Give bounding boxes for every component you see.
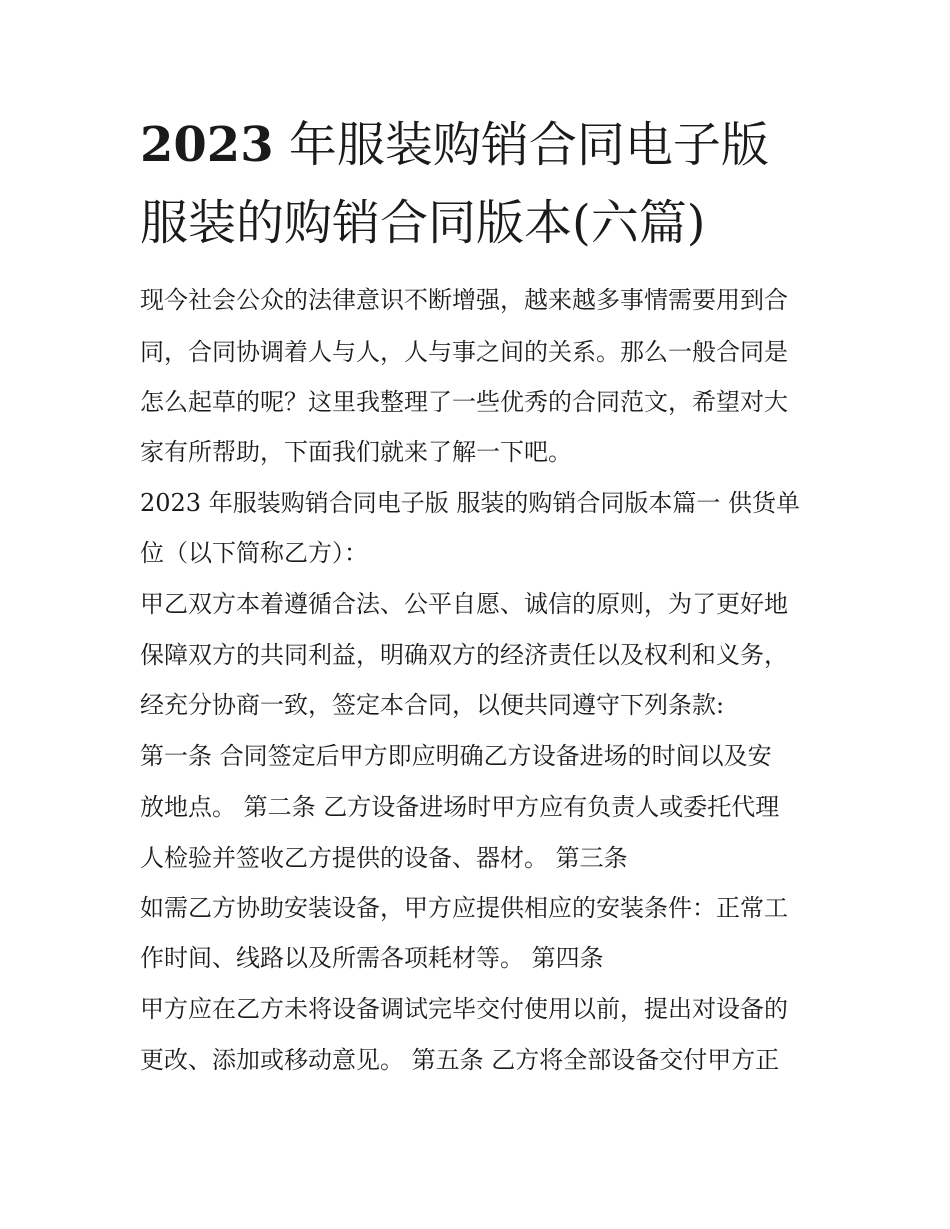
document-title-line-1 — [140, 117, 840, 173]
body-line: 保障双方的共同利益，明确双方的经济责任以及权利和义务， — [140, 641, 788, 669]
body-line: 同，合同协调着人与人，人与事之间的关系。那么一般合同是 — [140, 338, 788, 366]
body-line: 位（以下简称乙方）： — [140, 539, 368, 567]
document-title-line-2: 服装的购销合同版本(六篇) — [140, 195, 706, 251]
body-line: 2023 年服装购销合同电子版 服装的购销合同版本篇一 供货单 — [140, 489, 800, 517]
body-line: 现今社会公众的法律意识不断增强，越来越多事情需要用到合 — [140, 286, 788, 314]
title-year: 2023 — [140, 117, 274, 173]
body-line: 作时间、线路以及所需各项耗材等。 第四条 — [140, 944, 604, 972]
body-line: 经充分协商一致，签定本合同，以便共同遵守下列条款: — [140, 691, 725, 719]
body-line: 更改、添加或移动意见。 第五条 乙方将全部设备交付甲方正 — [140, 1046, 780, 1074]
body-line: 如需乙方协助安装设备，甲方应提供相应的安装条件：正常工 — [140, 894, 788, 922]
body-line: 甲方应在乙方未将设备调试完毕交付使用以前，提出对设备的 — [140, 995, 788, 1023]
body-line: 第一条 合同签定后甲方即应明确乙方设备进场的时间以及安 — [140, 742, 772, 770]
body-line: 放地点。 第二条 乙方设备进场时甲方应有负责人或委托代理 — [140, 793, 780, 821]
body-line: 人检验并签收乙方提供的设备、器材。 第三条 — [140, 844, 628, 872]
body-line: 家有所帮助，下面我们就来了解一下吧。 — [140, 438, 572, 466]
body-line: 怎么起草的呢？这里我整理了一些优秀的合同范文，希望对大 — [140, 388, 788, 416]
title-text: 年服装购销合同电子版 — [288, 117, 769, 173]
body-line: 甲乙双方本着遵循合法、公平自愿、诚信的原则，为了更好地 — [140, 590, 788, 618]
